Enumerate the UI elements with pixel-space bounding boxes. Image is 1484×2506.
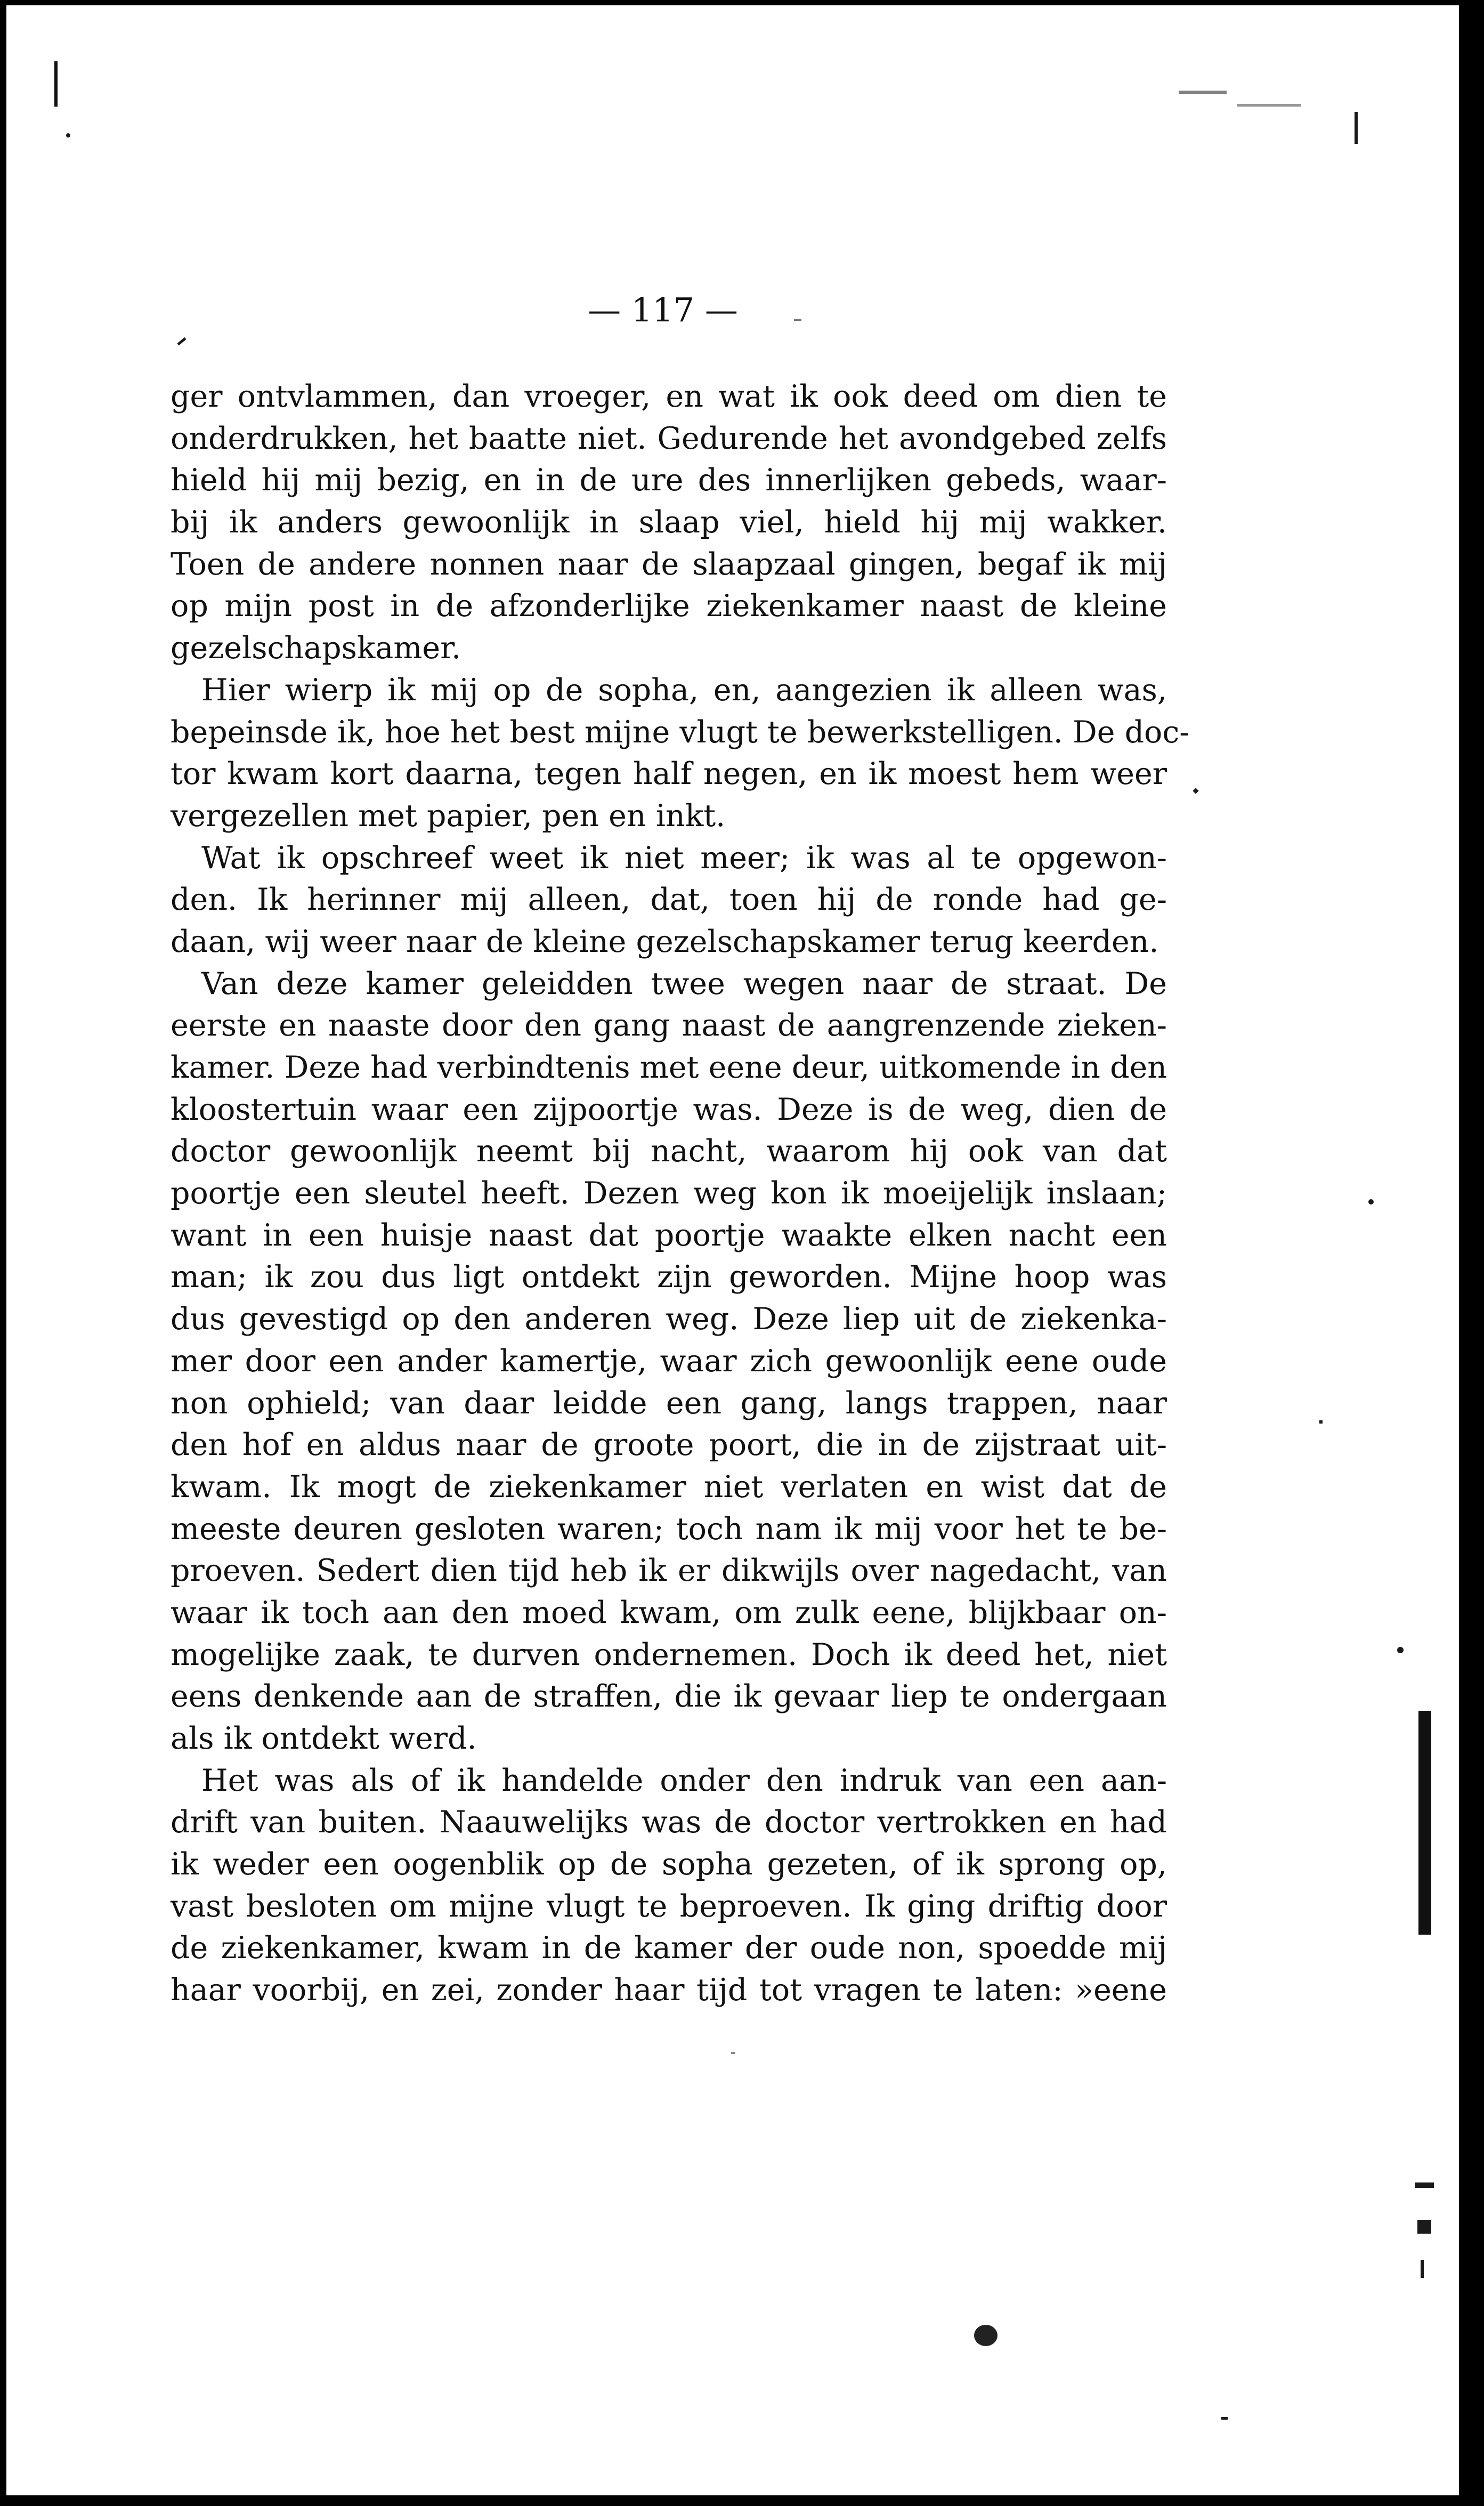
text-line: den hof en aldus naar de groote poort, die in de zijstraat uit- [171, 1427, 1167, 1463]
text-line: Toen de andere nonnen naar de slaapzaal gingen, begaf ik mij [171, 546, 1167, 582]
paragraph [171, 669, 1190, 837]
scan-speck [1417, 2220, 1431, 2234]
text-line: den. Ik herinner mij alleen, dat, toen hij de ronde had ge- [171, 882, 1167, 918]
text-line: vast besloten om mijne vlugt te beproeven. Ik ging driftig door [171, 1888, 1167, 1924]
scan-speck [1368, 1199, 1374, 1205]
text-line: daan, wij weer naar de kleine gezelschapskamer terug keerden. [171, 924, 1159, 959]
text-line: haar voorbij, en zei, zonder haar tijd tot vragen te laten: »eene [171, 1973, 1167, 2008]
text-line: want in een huisje naast dat poortje waakte elken nacht een [171, 1217, 1167, 1253]
text-line: hield hij mij bezig, en in de ure des innerlijken gebeds, waar- [171, 463, 1167, 498]
text-line: eerste en naaste door den gang naast de aangrenzende zieken- [171, 1008, 1167, 1044]
paragraph [171, 1760, 1167, 2011]
text-line: Het was als of ik handelde onder den indruk van een aan- [201, 1763, 1167, 1798]
text-line: tor kwam kort daarna, tegen half negen, en ik moest hem weer [171, 756, 1167, 792]
text-line: ik weder een oogenblik op de sopha gezeten, of ik sprong op, [171, 1847, 1167, 1882]
book-page [6, 5, 1459, 2495]
scan-edge-mark [1418, 1711, 1431, 1935]
text-line: proeven. Sedert dien tijd heb ik er dikwijls over nagedacht, van [171, 1553, 1167, 1589]
text-line: drift van buiten. Naauwelijks was de doctor vertrokken en had [171, 1805, 1167, 1840]
page-number: — 117 — [588, 290, 738, 329]
paragraph [171, 376, 1167, 669]
scan-speck [1397, 1647, 1404, 1653]
text-line: op mijn post in de afzonderlijke ziekenkamer naast de kleine [171, 588, 1167, 624]
text-line: mogelijke zaak, te durven ondernemen. Doch ik deed het, niet [171, 1637, 1167, 1672]
text-line: vergezellen met papier, pen en inkt. [171, 798, 726, 834]
paragraph [171, 837, 1167, 963]
scan-edge-mark [54, 61, 58, 107]
text-line: waar ik toch aan den moed kwam, om zulk eene, blijkbaar on- [171, 1595, 1167, 1630]
scan-speck [1237, 104, 1301, 107]
scan-speck [1319, 1420, 1323, 1424]
text-line: Van deze kamer geleidden twee wegen naar de straat. De [201, 966, 1167, 1001]
paragraph [171, 963, 1167, 1760]
text-line: poortje een sleutel heeft. Dezen weg kon ik moeijelijk inslaan; [171, 1176, 1167, 1211]
text-line: Hier wierp ik mij op de sopha, en, aangezien ik alleen was, [201, 672, 1167, 708]
text-line: kwam. Ik mogt de ziekenkamer niet verlaten en wist dat de [171, 1469, 1167, 1505]
scan-speck [794, 319, 801, 321]
scan-speck [1421, 2260, 1424, 2278]
text-line: doctor gewoonlijk neemt bij nacht, waarom hij ook van dat [171, 1134, 1167, 1169]
text-line: Wat ik opschreef weet ik niet meer; ik was al te opgewon- [201, 840, 1167, 876]
text-line: onderdrukken, het baatte niet. Gedurende het avondgebed zelfs [171, 421, 1167, 456]
text-line: eens denkende aan de straffen, die ik gevaar liep te ondergaan [171, 1679, 1167, 1715]
text-line: kamer. Deze had verbindtenis met eene deur, uitkomende in den [171, 1050, 1167, 1085]
scan-speck [731, 2052, 735, 2054]
text-line: de ziekenkamer, kwam in de kamer der oude non, spoedde mij [171, 1930, 1167, 1966]
text-line: non ophield; van daar leidde een gang, langs trappen, naar [171, 1385, 1167, 1421]
scan-speck [1193, 788, 1198, 794]
scan-speck [1221, 2417, 1228, 2420]
text-line: ger ontvlammen, dan vroeger, en wat ik ook deed om dien te [171, 379, 1167, 414]
scan-speck [1355, 112, 1358, 144]
text-line: meeste deuren gesloten waren; toch nam ik mij voor het te be- [171, 1511, 1167, 1547]
text-line: mer door een ander kamertje, waar zich gewoonlijk eene oude [171, 1343, 1167, 1379]
scan-speck [1179, 91, 1227, 94]
text-line: bij ik anders gewoonlijk in slaap viel, hield hij mij wakker. [171, 505, 1167, 540]
text-line: kloostertuin waar een zijpoortje was. Deze is de weg, dien de [171, 1092, 1167, 1127]
text-line: als ik ontdekt werd. [171, 1721, 477, 1756]
text-line: man; ik zou dus ligt ontdekt zijn geworden. Mijne hoop was [171, 1259, 1167, 1295]
scan-speck [66, 133, 70, 138]
body-text [171, 376, 1190, 2011]
text-line: dus gevestigd op den anderen weg. Deze liep uit de ziekenka- [171, 1301, 1167, 1337]
text-line: gezelschapskamer. [171, 630, 461, 666]
text-line: bepeinsde ik, hoe het best mijne vlugt te bewerkstelligen. De doc- [171, 714, 1190, 750]
ink-blot [974, 2325, 998, 2346]
scan-speck [177, 337, 186, 345]
scan-speck [1415, 2182, 1434, 2188]
